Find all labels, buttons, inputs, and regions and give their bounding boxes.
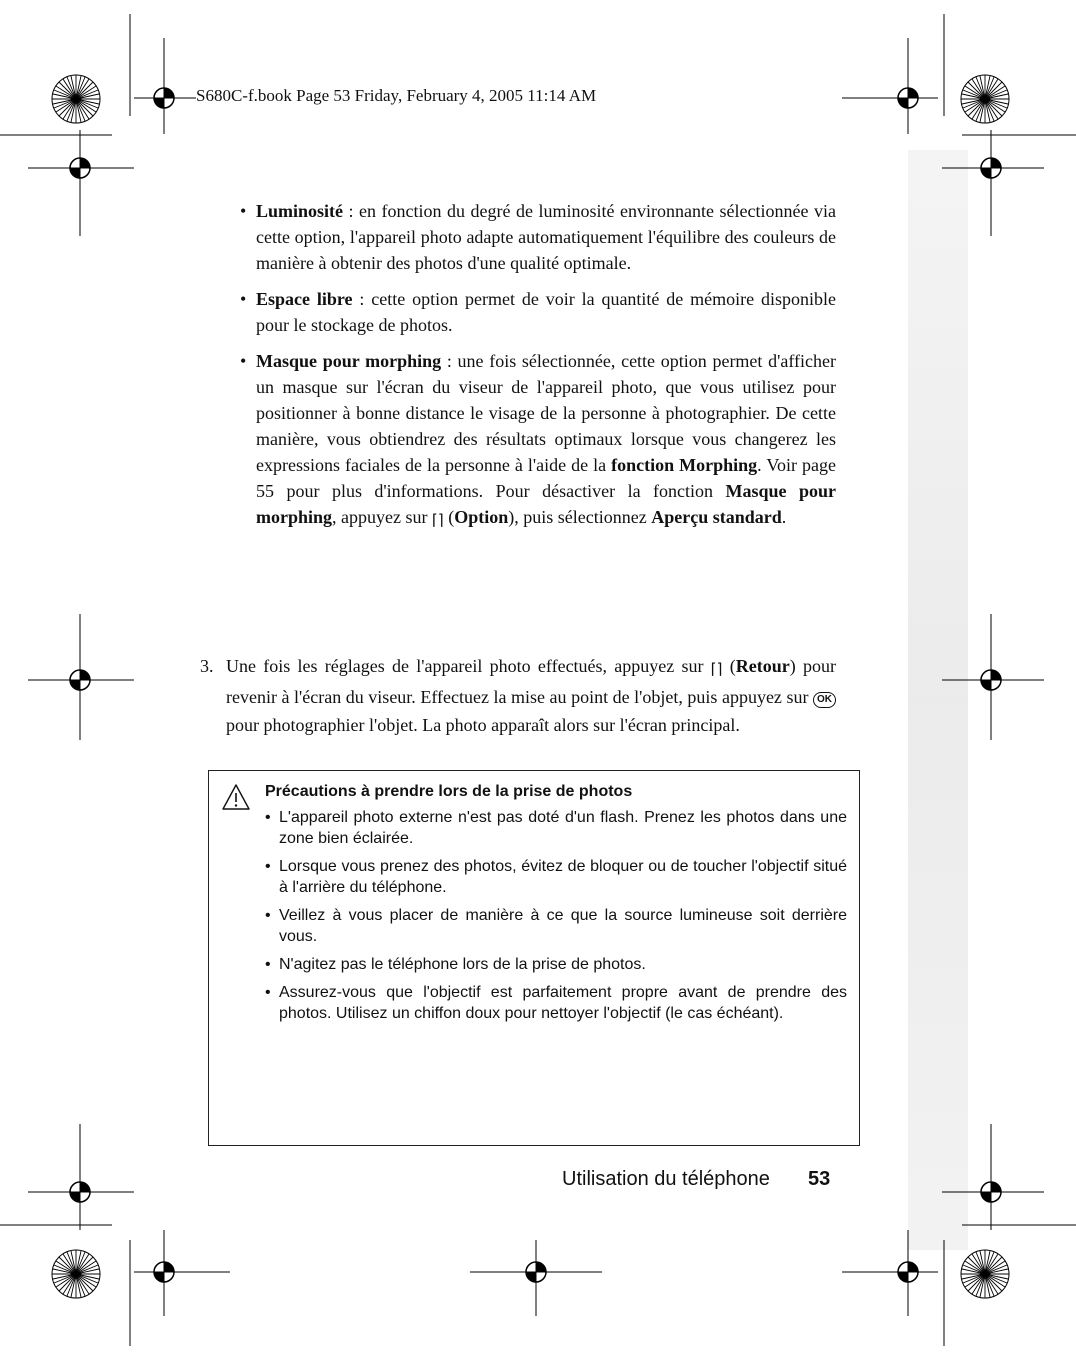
- registration-mark-icon: [842, 14, 1076, 236]
- list-item: • Veillez à vous placer de manière à ce que la source lumineuse soit derrière vous.: [265, 905, 847, 947]
- registration-mark-icon: [942, 614, 1044, 740]
- option-name: Luminosité: [256, 201, 344, 221]
- list-item: • Assurez-vous que l'objectif est parfaitement propre avant de prendre des photos. Utilisez un chiffon doux pour nettoyer l'objectif (le cas échéant).: [265, 982, 847, 1024]
- list-item: • L'appareil photo externe n'est pas doté d'un flash. Prenez les photos dans une zone bien éclairée.: [265, 807, 847, 849]
- registration-mark-icon: [470, 1240, 602, 1316]
- step-item: [200, 652, 836, 739]
- section-title: Utilisation du téléphone: [562, 1168, 770, 1190]
- left-soft-key-icon: ⌈⌉: [432, 511, 444, 529]
- step-text-part: ) pour revenir à l'écran du viseur. Effectuez la mise au point de l'objet, puis appuyez sur: [226, 656, 836, 707]
- emphasis: fonction Morphing: [611, 455, 758, 475]
- emphasis: Option: [454, 507, 509, 527]
- ok-key-icon: OK: [813, 692, 836, 708]
- warning-triangle-icon: [221, 783, 251, 811]
- list-item: [240, 286, 836, 338]
- option-description: . Voir page 55 pour plus d'informations. Pour désactiver la fonction: [256, 455, 836, 501]
- caution-list: [265, 807, 847, 1031]
- option-description: , appuyez sur: [332, 507, 432, 527]
- list-item: • N'agitez pas le téléphone lors de la prise de photos.: [265, 954, 847, 975]
- option-description: .: [781, 507, 787, 527]
- option-description: ), puis sélectionnez: [508, 507, 652, 527]
- step-text-part: Une fois les réglages de l'appareil photo effectués, appuyez sur: [226, 656, 711, 676]
- option-name: Espace libre: [256, 289, 353, 309]
- right-soft-key-icon: ⌈⌉: [710, 660, 723, 678]
- emphasis: Aperçu standard: [651, 507, 782, 527]
- emphasis: Masque pour morphing: [256, 481, 837, 527]
- list-item: [240, 198, 836, 276]
- option-description: : une fois sélectionnée, cette option permet d'afficher un masque sur l'écran du viseur de l'appareil photo, que vous utilisez pour positionner à bonne distance le visage de la personne à photographier. De cette manière, vous obtiendrez des résultats optimaux lorsque vous changerez les expressions faciales de la personne à l'aide de la: [256, 351, 836, 475]
- option-description: (: [443, 507, 455, 527]
- step-text-part: pour photographier l'objet. La photo apparaît alors sur l'écran principal.: [226, 715, 740, 735]
- registration-mark-icon: [0, 1124, 230, 1346]
- step-number: 3.: [200, 656, 214, 676]
- list-item: • Lorsque vous prenez des photos, évitez de bloquer ou de toucher l'objectif situé à l'arrière du téléphone.: [265, 856, 847, 898]
- registration-mark-icon: [0, 14, 196, 236]
- registration-mark-icon: [28, 614, 134, 740]
- caution-box: [208, 770, 860, 1146]
- step-text-part: (: [722, 656, 736, 676]
- options-list: [240, 198, 836, 543]
- option-description: : cette option permet de voir la quantité de mémoire disponible pour le stockage de photos.: [256, 289, 836, 335]
- option-name: Masque pour morphing: [256, 351, 442, 371]
- emphasis: Retour: [735, 656, 790, 676]
- step-text: [226, 652, 836, 739]
- caution-title: Précautions à prendre lors de la prise de photos: [265, 783, 633, 800]
- list-item: [240, 348, 836, 533]
- print-slug: S680C-f.book Page 53 Friday, February 4, 2005 11:14 AM: [196, 86, 597, 105]
- page-number: 53: [808, 1168, 831, 1190]
- option-description: : en fonction du degré de luminosité environnante sélectionnée via cette option, l'appareil photo adapte automatiquement l'équilibre des couleurs de manière à obtenir des photos d'une qualité optimale.: [256, 201, 836, 273]
- registration-mark-icon: [842, 1124, 1076, 1346]
